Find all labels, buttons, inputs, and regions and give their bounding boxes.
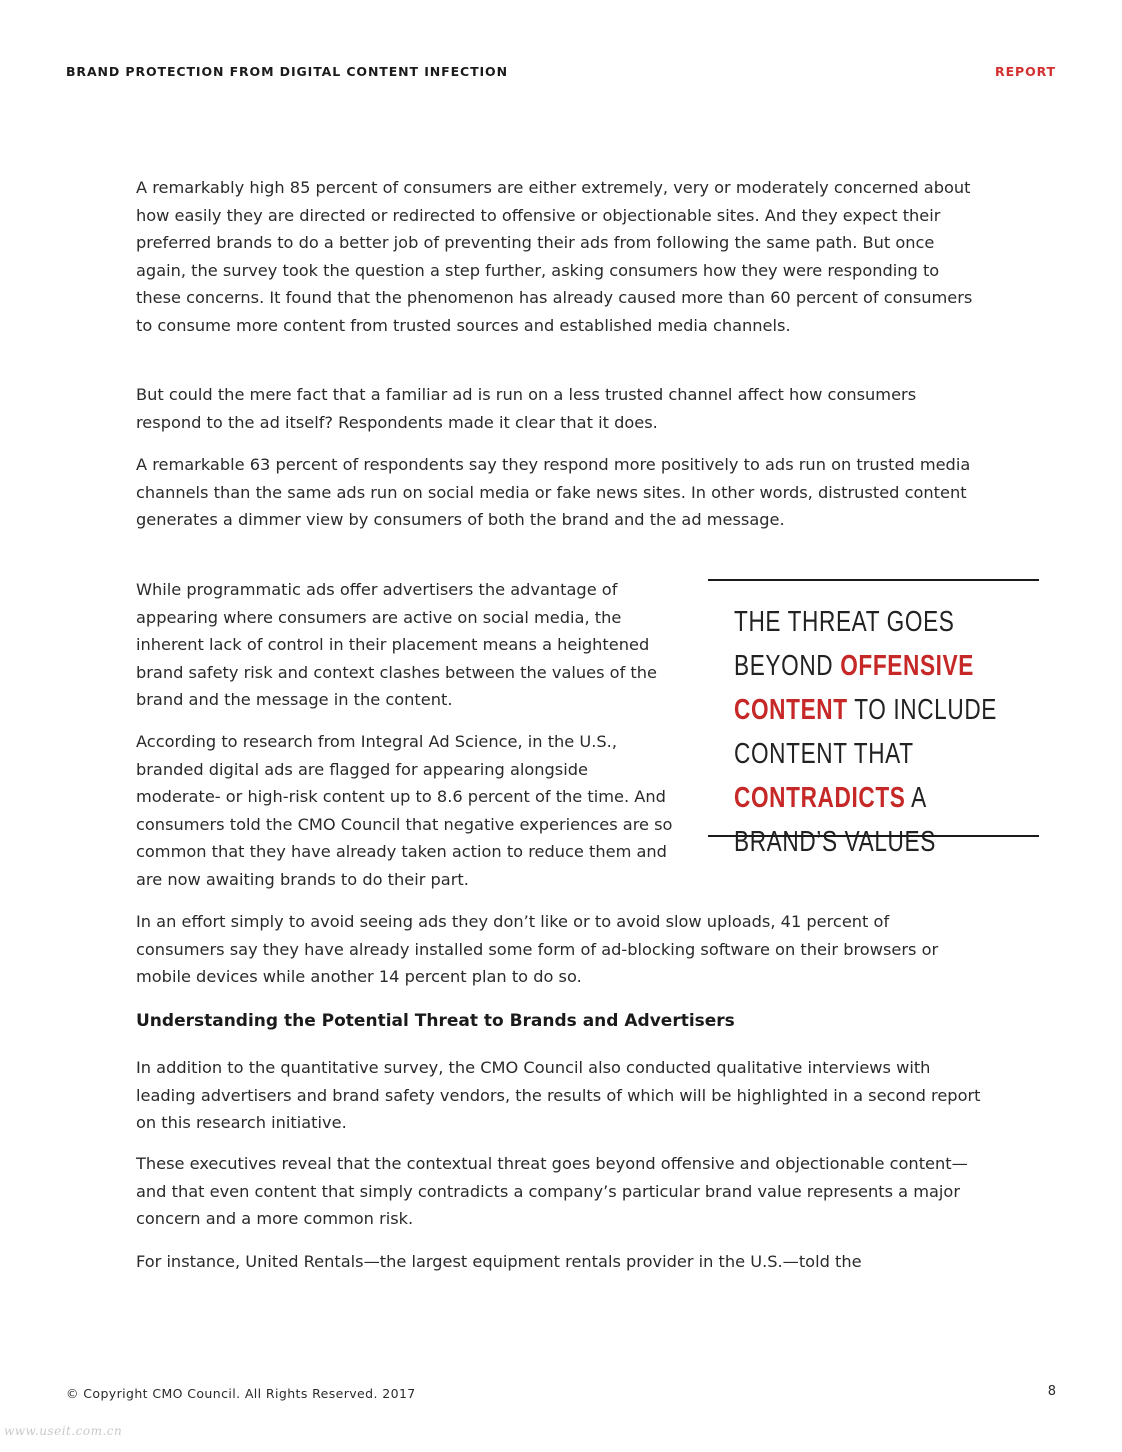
pullquote-highlight-1: OFFENSIVE CONTENT <box>734 650 975 726</box>
body-paragraph-2: But could the mere fact that a familiar ad is run on a less trusted channel affect how consumers respond to the ad itself? Respondents made it clear that it does. <box>136 385 917 432</box>
pullquote <box>734 600 1034 864</box>
body-paragraph-7: In addition to the quantitative survey, the CMO Council also conducted qualitative interviews with leading advertisers and brand safety vendors, the results of which will be highlighted in a second report on this research initiative. <box>136 1058 981 1132</box>
pullquote-highlight-2: CONTRADICTS <box>734 782 906 814</box>
body-paragraph-8: These executives reveal that the contextual threat goes beyond offensive and objectionable content—and that even content that simply contradicts a company’s particular brand value represents a major concern and a more common risk. <box>136 1154 968 1228</box>
pullquote-bottom-rule <box>708 835 1039 837</box>
body-paragraph-3: A remarkable 63 percent of respondents say they respond more positively to ads run on trusted media channels than the same ads run on social media or fake news sites. In other words, distrusted content generates a dimmer view by consumers of both the brand and the ad message. <box>136 455 971 529</box>
report-type-label: REPORT <box>995 64 1056 79</box>
body-paragraph-5: According to research from Integral Ad Science, in the U.S., branded digital ads are flagged for appearing alongside moderate- or high-risk content up to 8.6 percent of the time. And consumers told the CMO Council that negative experiences are so common that they have already taken action to reduce them and are now awaiting brands to do their part. <box>136 732 673 889</box>
pullquote-text-1: THE THREAT GOES BEYOND <box>734 606 955 682</box>
body-paragraph-9: For instance, United Rentals—the largest equipment rentals provider in the U.S.—told the <box>136 1252 862 1271</box>
copyright-notice: © Copyright CMO Council. All Rights Reserved. 2017 <box>66 1386 416 1401</box>
body-paragraph-4: While programmatic ads offer advertisers the advantage of appearing where consumers are active on social media, the inherent lack of control in their placement means a heightened brand safety risk and context clashes between the values of the brand and the message in the content. <box>136 580 657 709</box>
body-paragraph-1: A remarkably high 85 percent of consumers are either extremely, very or moderately concerned about how easily they are directed or redirected to offensive or objectionable sites. And they expect their preferred brands to do a better job of preventing their ads from following the same path. But once again, the survey took the question a step further, asking consumers how they were responding to these concerns. It found that the phenomenon has already caused more than 60 percent of consumers to consume more content from trusted sources and established media channels. <box>136 178 973 335</box>
pullquote-text-3: A BRAND’S VALUES <box>734 782 936 858</box>
section-heading: Understanding the Potential Threat to Brands and Advertisers <box>136 1011 735 1031</box>
page-number: 8 <box>1047 1384 1056 1399</box>
watermark: www.useit.com.cn <box>4 1424 123 1438</box>
pullquote-top-rule <box>708 579 1039 581</box>
body-paragraph-6: In an effort simply to avoid seeing ads they don’t like or to avoid slow uploads, 41 percent of consumers say they have already installed some form of ad-blocking software on their browsers or mobile devices while another 14 percent plan to do so. <box>136 912 939 986</box>
report-title: BRAND PROTECTION FROM DIGITAL CONTENT INFECTION <box>66 64 508 79</box>
pullquote-text-2: TO INCLUDE CONTENT THAT <box>734 694 998 770</box>
